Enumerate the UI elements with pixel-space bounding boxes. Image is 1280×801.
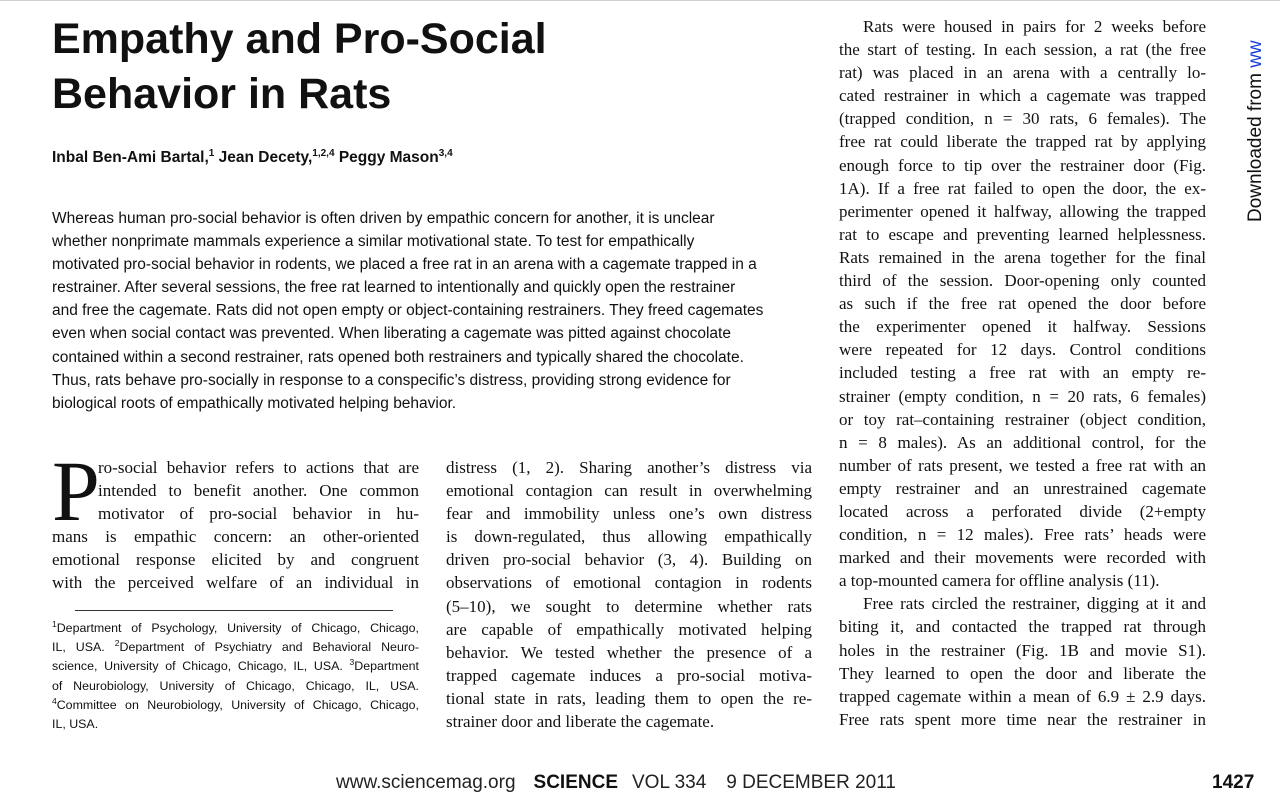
footnote-sup: 1 bbox=[52, 619, 57, 629]
body-line: They learned to open the door and liberate the bbox=[839, 663, 1206, 683]
body-line: enough force to tip over the restrainer door (Fig. bbox=[839, 155, 1206, 175]
page-footer bbox=[336, 770, 896, 796]
body-line: with the perceived welfare of an individual in bbox=[52, 573, 419, 593]
footnote-text: of Neurobiology, University of Chicago, Chicago, IL, USA. bbox=[52, 678, 419, 693]
footnote-text: IL, USA. bbox=[52, 640, 115, 655]
body-line: included testing a free rat with an empty re- bbox=[839, 363, 1206, 383]
body-line: perimenter opened it halfway, allowing the trapped bbox=[839, 201, 1206, 221]
body-line: third of the session. Door-opening only counted bbox=[839, 271, 1206, 291]
footer-journal: SCIENCE bbox=[533, 772, 618, 793]
drop-cap: P bbox=[52, 443, 100, 539]
body-line: fear and immobility unless one’s own distress bbox=[446, 504, 812, 524]
abstract bbox=[52, 207, 822, 415]
body-line: marked and their movements were recorded with bbox=[839, 548, 1206, 568]
body-line: is down-regulated, thus allowing empathically bbox=[446, 527, 812, 547]
body-line: the start of testing. In each session, a rat (the free bbox=[839, 40, 1206, 60]
title-line: Behavior in Rats bbox=[52, 70, 392, 118]
author-name: Jean Decety, bbox=[218, 149, 313, 166]
body-line: rat to escape and preventing learned helplessness. bbox=[839, 224, 1206, 244]
body-line: cated restrainer in which a cagemate was trapped bbox=[839, 86, 1206, 106]
body-line: emotional contagion can result in overwhelming bbox=[446, 481, 812, 501]
download-watermark-text: Downloaded from bbox=[1245, 67, 1266, 222]
download-watermark-link[interactable]: ww bbox=[1245, 40, 1266, 68]
body-line: empty restrainer and an unrestrained cagemate bbox=[839, 478, 1206, 498]
affiliation-footnotes bbox=[52, 619, 419, 734]
body-line: are capable of empathically motivated helping bbox=[446, 619, 812, 639]
abstract-line: and free the cagemate. Rats did not open empty or object-containing restrainers. They freed cagemates bbox=[52, 302, 764, 320]
abstract-line: restrainer. After several sessions, the free rat learned to intentionally and quickly open the restrainer bbox=[52, 279, 736, 297]
body-line: emotional response elicited by and congruent bbox=[52, 550, 419, 570]
body-line: mans is empathic concern: an other-oriented bbox=[52, 527, 419, 547]
footnote-sup: 2 bbox=[114, 638, 120, 649]
body-line: observations of emotional contagion in rodents bbox=[446, 573, 812, 593]
footnote-sup: 4 bbox=[52, 695, 57, 706]
footnote-text: science, University of Chicago, Chicago, IL, USA. bbox=[52, 659, 350, 674]
footnote-line bbox=[52, 619, 419, 638]
body-line: trapped cagemate within a mean of 6.9 ± 2.9 days. bbox=[839, 686, 1206, 706]
abstract-line: biological roots of empathically motivated helping behavior. bbox=[52, 394, 457, 412]
body-line: tional state in rats, leading them to open the re- bbox=[446, 688, 812, 708]
body-column-2 bbox=[446, 456, 812, 733]
author-name: Inbal Ben-Ami Bartal, bbox=[52, 149, 209, 166]
body-line: driven pro-social behavior (3, 4). Building on bbox=[446, 550, 812, 570]
body-line: ro-social behavior refers to actions that are bbox=[98, 458, 419, 477]
body-line: rat) was placed in an arena with a centrally lo- bbox=[839, 63, 1206, 83]
article-title bbox=[52, 12, 612, 122]
footnote-text: Committee on Neurobiology, University of Chicago, Chicago, bbox=[56, 697, 419, 712]
body-line: the experimenter opened it halfway. Sessions bbox=[839, 317, 1206, 337]
footnote-text: Department of Psychiatry and Behavioral Neuro- bbox=[119, 640, 419, 655]
author-name: Peggy Mason bbox=[338, 149, 439, 166]
footer-date: 9 DECEMBER 2011 bbox=[726, 772, 896, 793]
body-line: Free rats circled the restrainer, digging at it and bbox=[863, 594, 1206, 614]
footnote-line bbox=[52, 657, 419, 676]
body-line: Rats were housed in pairs for 2 weeks before bbox=[863, 17, 1206, 36]
abstract-line: Whereas human pro-social behavior is often driven by empathic concern for another, it is unclear bbox=[52, 210, 715, 227]
page-number: 1427 bbox=[1212, 772, 1255, 793]
body-line: behavior. We tested whether the presence of a bbox=[446, 642, 812, 662]
body-line: biting it, and contacted the trapped rat through bbox=[839, 617, 1206, 637]
body-line: were repeated for 12 days. Control conditions bbox=[839, 340, 1206, 360]
body-line: located across a perforated divide (2+empty bbox=[839, 501, 1206, 521]
body-line: Rats remained in the arena together for the final bbox=[839, 247, 1206, 267]
body-line: Free rats spent more time near the restrainer in bbox=[839, 709, 1206, 729]
body-line: condition, n = 12 males). Free rats’ heads were bbox=[839, 525, 1206, 545]
download-watermark bbox=[1241, 40, 1271, 222]
footnote-sup: 3 bbox=[349, 657, 355, 668]
author-affiliation-sup: 1 bbox=[208, 148, 215, 159]
body-line: strainer door and liberate the cagemate. bbox=[446, 712, 715, 732]
body-line: motivator of pro-social behavior in hu- bbox=[98, 504, 419, 524]
body-line: as such if the free rat opened the door before bbox=[839, 294, 1206, 314]
body-line: distress (1, 2). Sharing another’s distress via bbox=[446, 458, 812, 477]
footnote-line bbox=[52, 715, 419, 734]
body-line: 1A). If a free rat failed to open the door, the ex- bbox=[839, 178, 1206, 198]
body-line: n = 8 males). As an additional control, for the bbox=[839, 432, 1206, 452]
abstract-line: Thus, rats behave pro-socially in response to a conspecific’s distress, providing strong evidence for bbox=[52, 371, 731, 389]
abstract-line: motivated pro-social behavior in rodents, we placed a free rat in an arena with a cagemate trapped in a bbox=[52, 256, 757, 274]
abstract-line: contained within a second restrainer, rats opened both restrainers and typically shared the chocolate. bbox=[52, 348, 744, 366]
body-column-3 bbox=[839, 15, 1206, 731]
body-line: free rat could liberate the trapped rat by applying bbox=[839, 132, 1206, 152]
body-line: a top-mounted camera for offline analysis (11). bbox=[839, 571, 1160, 591]
footnote-divider bbox=[75, 610, 393, 611]
body-line: strainer (empty condition, n = 20 rats, 6 females) bbox=[839, 386, 1206, 406]
abstract-line: even when social contact was prevented. When liberating a cagemate was pitted against chocolate bbox=[52, 325, 731, 343]
page-top-edge bbox=[0, 0, 1280, 1]
body-line: trapped cagemate induces a pro-social motiva- bbox=[446, 665, 812, 685]
author-list bbox=[52, 146, 752, 170]
body-line: intended to benefit another. One common bbox=[98, 481, 419, 501]
body-line: (trapped condition, n = 30 rats, 6 females). The bbox=[839, 109, 1206, 129]
body-line: or toy rat–containing restrainer (object condition, bbox=[839, 409, 1206, 429]
footnote-text: Department bbox=[354, 659, 419, 674]
body-line: holes in the restrainer (Fig. 1B and movie S1). bbox=[839, 640, 1206, 660]
author-affiliation-sup: 1,2,4 bbox=[312, 148, 335, 159]
title-line: Empathy and Pro-Social bbox=[52, 15, 547, 63]
abstract-line: whether nonprimate mammals experience a similar motivational state. To test for empathically bbox=[52, 233, 695, 251]
footnote-line bbox=[52, 677, 419, 696]
footnote-text: IL, USA. bbox=[52, 717, 99, 732]
body-line: number of rats present, we tested a free rat with an bbox=[839, 455, 1206, 475]
body-line: (5–10), we sought to determine whether rats bbox=[446, 596, 812, 616]
footnote-text: Department of Psychology, University of Chicago, Chicago, bbox=[56, 621, 419, 635]
footnote-line bbox=[52, 638, 419, 657]
author-affiliation-sup: 3,4 bbox=[438, 148, 453, 159]
footer-volume: VOL 334 bbox=[632, 772, 707, 793]
footnote-line bbox=[52, 696, 419, 715]
footer-url: www.sciencemag.org bbox=[336, 772, 516, 793]
body-column-1 bbox=[52, 443, 419, 595]
